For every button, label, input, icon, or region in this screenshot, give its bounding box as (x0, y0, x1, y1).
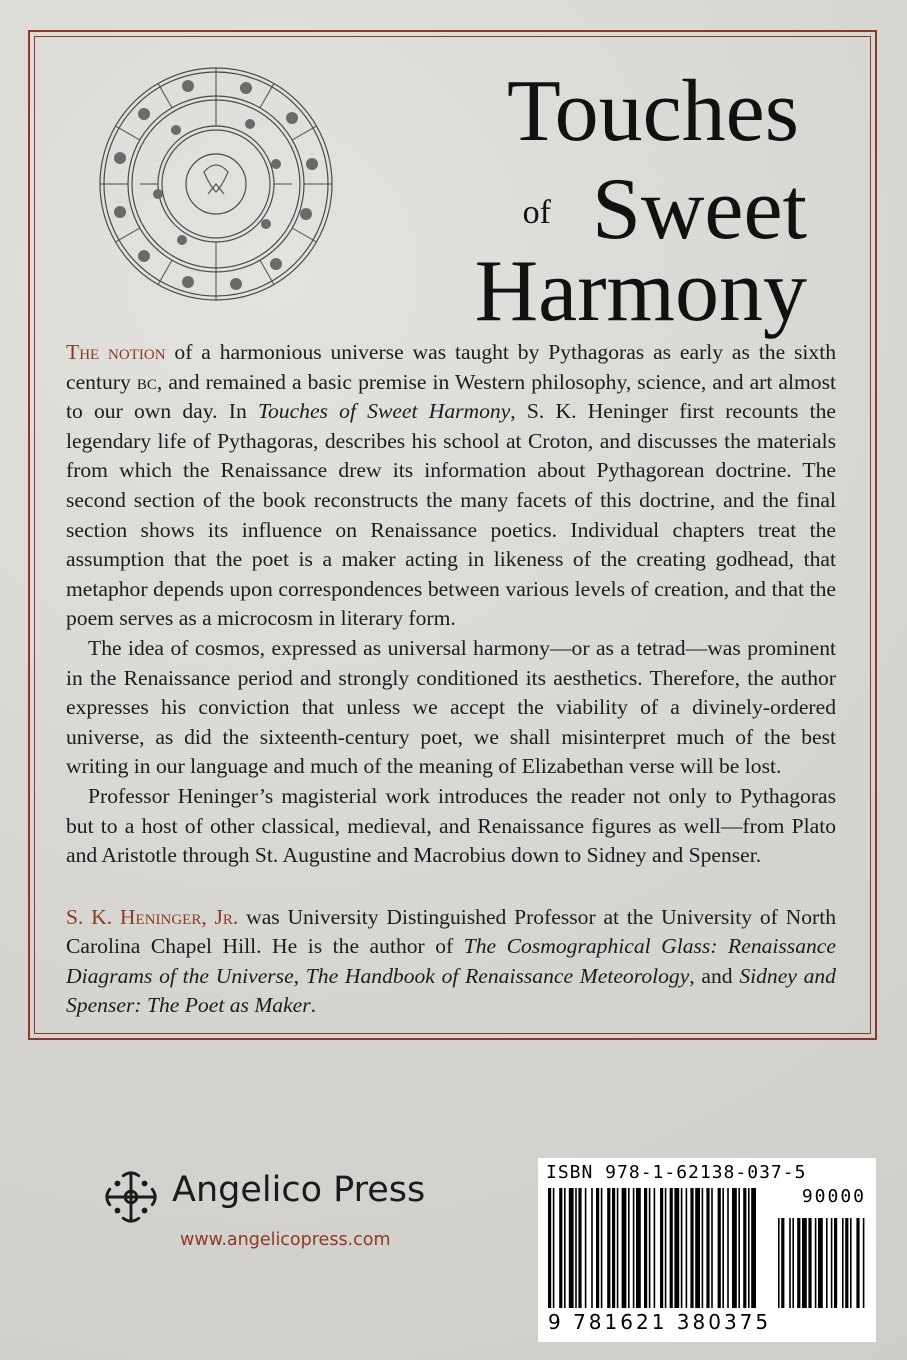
barcode-bar (686, 1188, 688, 1308)
barcode-bar (622, 1188, 627, 1308)
publisher-logo (102, 1162, 462, 1262)
barcode-bar (722, 1188, 724, 1308)
barcode-addon-bar (831, 1218, 833, 1308)
barcode-addon-bar (834, 1218, 837, 1308)
barcode-bar (628, 1188, 630, 1308)
publisher-url[interactable]: www.angelicopress.com (180, 1230, 391, 1250)
barcode-bar (559, 1188, 562, 1308)
barcode-addon-bar (845, 1218, 848, 1308)
publisher-name: Angelico Press (172, 1170, 426, 1210)
barcode-bar (607, 1188, 610, 1308)
barcode-bar (674, 1188, 679, 1308)
barcode-bar (601, 1188, 603, 1308)
barcode-bar (706, 1188, 709, 1308)
description-text: of a harmonious universe was taught by Pythagoras as early as the sixth century (66, 340, 837, 394)
barcode-bar (585, 1188, 587, 1308)
zodiac-wheel-illustration (96, 64, 336, 304)
barcode-bar (681, 1188, 683, 1308)
book-description (66, 338, 836, 1021)
barcode-bar (665, 1188, 667, 1308)
barcode-bar (751, 1188, 756, 1308)
barcode-bar (553, 1188, 555, 1308)
bio-text: , and (689, 963, 740, 988)
barcode-addon-bar (842, 1218, 844, 1308)
barcode-addon-bar (781, 1218, 784, 1308)
bio-book-3: Sidney and Spenser: The Poet as Maker (66, 963, 836, 1018)
barcode-bar (727, 1188, 729, 1308)
barcode-addon-bar (792, 1218, 794, 1308)
barcode-bar (548, 1188, 551, 1308)
barcode-digits: 9 781621 380375 (548, 1310, 772, 1334)
barcode-bar (575, 1188, 577, 1308)
barcode-bar (695, 1188, 700, 1308)
barcode-addon-bar (818, 1218, 823, 1308)
barcode-bar (660, 1188, 663, 1308)
barcode-bar (702, 1188, 704, 1308)
isbn-text: ISBN 978-1-62138-037-5 (546, 1162, 807, 1183)
description-paragraph-3: Professor Heninger’s magisterial work introduces the reader not only to Pythagoras but to a host of other classical, medieval, and Renaissance figures as well—from Plato and Aristotle through St. Augustine and Macrobius down to Sidney and Spenser. (66, 783, 836, 868)
barcode-addon-bar (797, 1218, 800, 1308)
barcode-bar (569, 1188, 574, 1308)
barcode-addon-bar (856, 1218, 859, 1308)
barcode-bar (612, 1188, 615, 1308)
barcode-bar (711, 1188, 713, 1308)
barcode-bar (633, 1188, 635, 1308)
barcode-bar (654, 1188, 656, 1308)
bio-book-2: The Handbook of Renaissance Meteorology (305, 963, 690, 988)
barcode-addon-bar (863, 1218, 865, 1308)
barcode-bar (644, 1188, 647, 1308)
barcode-bar (591, 1188, 593, 1308)
barcode-addon-bar (815, 1218, 817, 1308)
title-line-1: Touches (507, 63, 799, 160)
barcode-bar (670, 1188, 673, 1308)
lead-in-small-caps: The notion (66, 340, 166, 364)
barcode-bar (718, 1188, 721, 1308)
barcode-addon-bar (778, 1218, 780, 1308)
title-line-3: Harmony (474, 243, 807, 340)
description-text: , and remained a basic premise in Western philosophy, science, and art almost to our own day. In (66, 369, 836, 424)
bio-text: , (293, 963, 306, 988)
barcode-bar (564, 1188, 566, 1308)
barcode-bar (636, 1188, 641, 1308)
author-bio (66, 903, 836, 1021)
author-name: S. K. Heninger, Jr. (66, 904, 239, 929)
title-line-2: Sweet (591, 161, 807, 258)
era-abbreviation: bc (136, 369, 157, 394)
bio-book-1: The Cosmographical Glass: Renaissance Diagrams of the Universe (66, 934, 836, 988)
bio-text: was University Distinguished Professor at the University of North Carolina Chapel Hill. He is the author of (66, 904, 837, 959)
barcode-addon-bar (789, 1218, 791, 1308)
barcode-bar (743, 1188, 746, 1308)
book-title-reference: Touches of Sweet Harmony (257, 399, 511, 424)
barcode-bar (732, 1188, 737, 1308)
barcode-bar (690, 1188, 693, 1308)
price-code: 90000 (801, 1186, 866, 1207)
barcode-bar (748, 1188, 750, 1308)
barcode-bar (578, 1188, 581, 1308)
barcode-bars (546, 1188, 868, 1310)
barcode-addon-bar (802, 1218, 807, 1308)
description-text: , S. K. Heninger first recounts the legendary life of Pythagoras, describes his school at Croton, and discusses the materials from which the Renaissance drew its information about Pythagorean doctrine. The second section of the book reconstructs the many facets of this doctrine, and the final section shows its influence on Renaissance poetics. Individual chapters treat the assumption that the poet is a maker acting in likeness of the creating godhead, that metaphor depends upon correspondences between various levels of creation, and that the poem serves as a microcosm in literary form. (66, 399, 836, 631)
barcode-addon-bar (826, 1218, 828, 1308)
description-paragraph-1 (66, 338, 836, 634)
barcode-addon-bar (850, 1218, 852, 1308)
barcode-bar (649, 1188, 651, 1308)
isbn-barcode (538, 1158, 876, 1342)
barcode-bar (738, 1188, 740, 1308)
bio-text: . (310, 993, 317, 1018)
jerusalem-cross-icon (102, 1168, 160, 1226)
title-of: of (522, 194, 551, 231)
barcode-bar (596, 1188, 599, 1308)
description-paragraph-2: The idea of cosmos, expressed as universal harmony—or as a tetrad—was prominent in the Renaissance period and strongly conditioned its aesthetics. Therefore, the author expresses his conviction that unless we accept the viability of a divinely-ordered universe, as did the sixteenth-century poet, we shall misinterpret much of the best writing in our language and much of the meaning of Elizabethan verse will be lost. (66, 635, 836, 779)
barcode-addon-bar (808, 1218, 811, 1308)
barcode-bar (617, 1188, 619, 1308)
